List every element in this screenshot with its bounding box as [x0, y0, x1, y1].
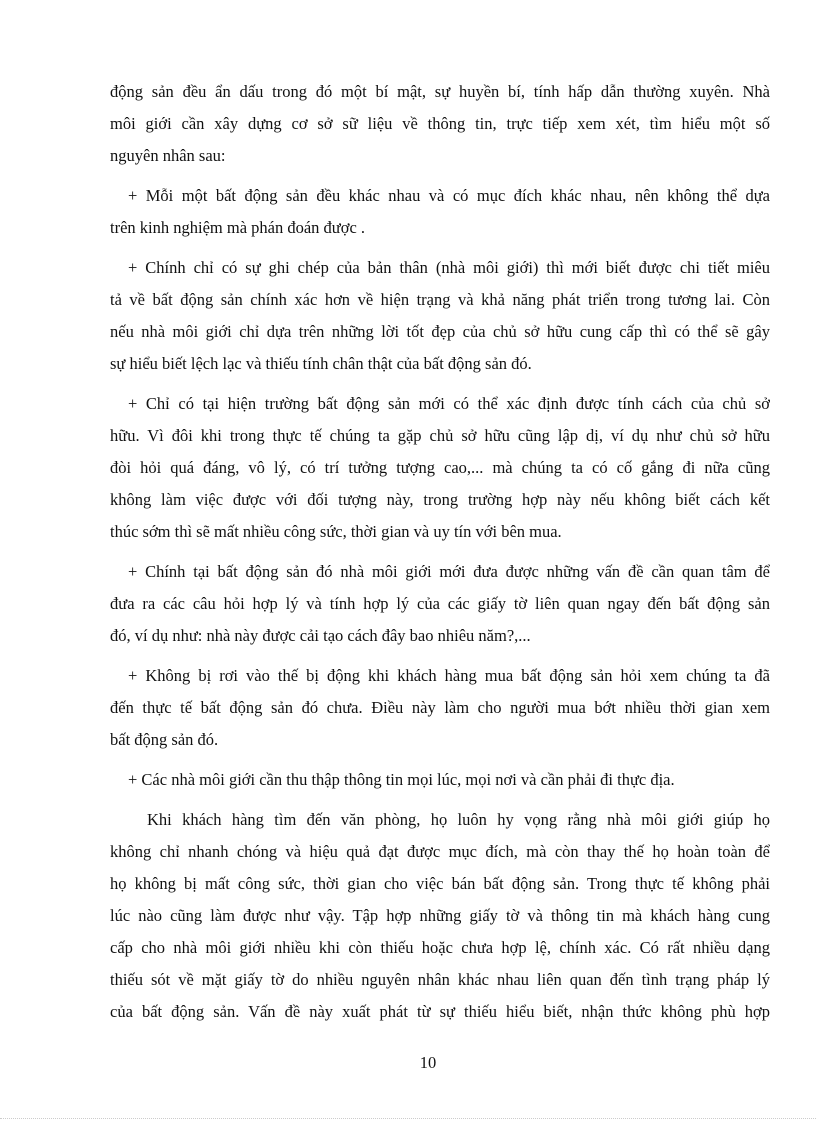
text-line: lúc nào cũng làm được như vậy. Tập hợp những giấy tờ và thông tin mà khách hàng cung: [110, 906, 770, 925]
text-line: hữu. Vì đôi khi trong thực tế chúng ta gặp chủ sở hữu cũng lập dị, ví dụ như chủ sở hữu: [110, 426, 770, 445]
text-line: cấp cho nhà môi giới nhiều khi còn thiếu hoặc chưa hợp lệ, chính xác. Có rất nhiều dạng: [110, 938, 770, 957]
document-body: [110, 76, 770, 1036]
text-line: đó, ví dụ như: nhà này được cải tạo cách đây bao nhiêu năm?,...: [110, 626, 531, 645]
text-line: trên kinh nghiệm mà phán đoán được .: [110, 218, 366, 237]
page-boundary: [0, 1118, 816, 1119]
paragraph: [110, 388, 770, 548]
paragraph: [110, 556, 770, 652]
text-line: nếu nhà môi giới chỉ dựa trên những lời tốt đẹp của chủ sở hữu cung cấp thì có thể sẽ gây: [110, 322, 770, 341]
text-line: của bất động sản. Vấn đề này xuất phát từ sự thiếu hiểu biết, nhận thức không phù hợp: [110, 1002, 770, 1021]
text-line: đến thực tế bất động sản đó chưa. Điều này làm cho người mua bớt nhiều thời gian xem: [110, 698, 770, 717]
text-line: không làm việc được với đối tượng này, trong trường hợp này nếu không biết cách kết: [110, 490, 770, 509]
text-line: động sản đều ẩn dấu trong đó một bí mật, sự huyền bí, tính hấp dẫn thường xuyên. Nhà: [110, 82, 770, 101]
text-line: Khi khách hàng tìm đến văn phòng, họ luôn hy vọng rằng nhà môi giới giúp họ: [147, 810, 770, 829]
text-line: + Các nhà môi giới cần thu thập thông tin mọi lúc, mọi nơi và cần phải đi thực địa.: [128, 770, 675, 789]
paragraph: [110, 764, 770, 796]
text-line: họ không bị mất công sức, thời gian cho việc bán bất động sản. Trong thực tế không phải: [110, 874, 770, 893]
page-number: 10: [419, 1053, 437, 1072]
paragraph: [110, 660, 770, 756]
paragraph: [110, 76, 770, 172]
text-line: + Chính tại bất động sản đó nhà môi giới mới đưa được những vấn đề cần quan tâm để: [128, 562, 770, 581]
text-line: không chỉ nhanh chóng và hiệu quả đạt được mục đích, mà còn thay thế họ hoàn toàn để: [110, 842, 770, 861]
text-line: thúc sớm thì sẽ mất nhiều công sức, thời gian và uy tín với bên mua.: [110, 522, 562, 541]
paragraph: [110, 804, 770, 1028]
text-line: môi giới cần xây dựng cơ sở sữ liệu về thông tin, trực tiếp xem xét, tìm hiểu một số: [110, 114, 770, 133]
paragraph: [110, 180, 770, 244]
text-line: + Chính chỉ có sự ghi chép của bản thân (nhà môi giới) thì mới biết được chi tiết miêu: [128, 258, 770, 277]
text-line: + Chỉ có tại hiện trường bất động sản mới có thể xác định được tính cách của chủ sở: [128, 394, 770, 413]
text-line: đưa ra các câu hỏi hợp lý và tính hợp lý của các giấy tờ liên quan ngay đến bất động sản: [110, 594, 770, 613]
paragraph: [110, 252, 770, 380]
text-line: + Mỗi một bất động sản đều khác nhau và có mục đích khác nhau, nên không thể dựa: [128, 186, 770, 205]
text-line: bất động sản đó.: [110, 730, 219, 749]
text-line: nguyên nhân sau:: [110, 146, 226, 165]
text-line: tả về bất động sản chính xác hơn về hiện trạng và khả năng phát triển trong tương lai. Còn: [110, 290, 770, 309]
text-line: thiếu sót về mặt giấy tờ do nhiều nguyên nhân khác nhau liên quan đến tình trạng pháp lý: [110, 970, 770, 989]
text-line: đòi hỏi quá đáng, vô lý, có trí tưởng tượng cao,... mà chúng ta có cố gắng đi nữa cũng: [110, 458, 770, 477]
text-line: + Không bị rơi vào thế bị động khi khách hàng mua bất động sản hỏi xem chúng ta đã: [128, 666, 770, 685]
text-line: sự hiểu biết lệch lạc và thiếu tính chân thật của bất động sản đó.: [110, 354, 532, 373]
